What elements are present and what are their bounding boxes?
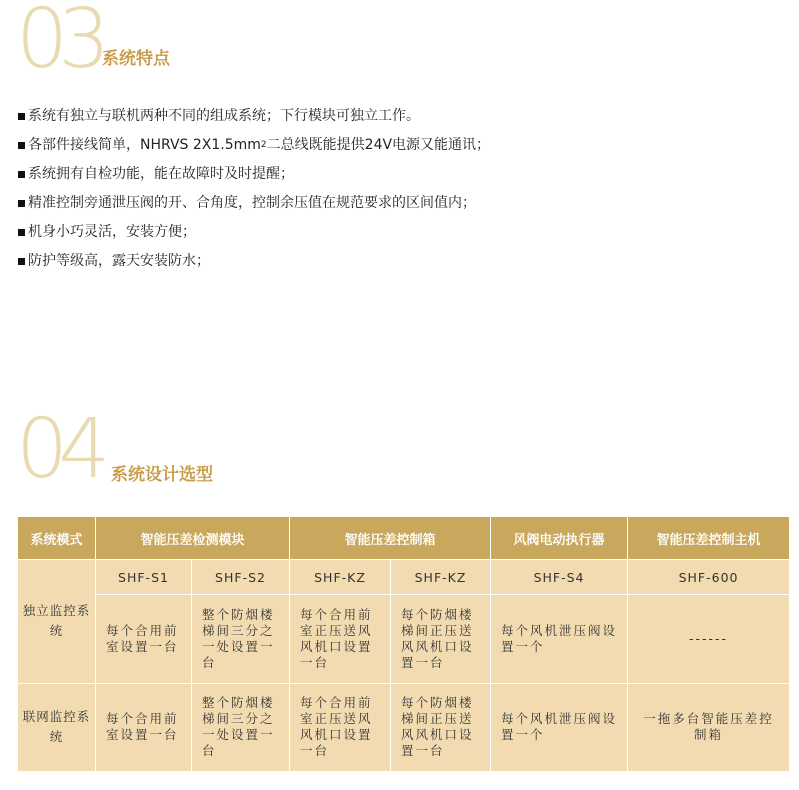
table-cell: 整个防烟楼梯间三分之一处设置一台: [192, 595, 290, 684]
table-cell: ------: [628, 595, 790, 684]
header-mode: 系统模式: [18, 517, 96, 560]
section-03-number: 03: [16, 0, 101, 87]
header-detect-module: 智能压差检测模块: [96, 517, 290, 560]
section-03-title: 系统特点: [102, 49, 170, 69]
table-cell: 每个防烟楼梯间正压送风风机口设置一台: [391, 595, 491, 684]
table-cell: 每个风机泄压阀设置一个: [491, 595, 628, 684]
bullet-icon: [18, 113, 25, 120]
section-04-number: 04: [16, 402, 101, 497]
mode-cell: 联网监控系统: [18, 683, 96, 772]
feature-item: 防护等级高，露天安装防水；: [18, 247, 490, 276]
model-cell: SHF-S2: [192, 560, 290, 595]
table-cell: 每个合用前室设置一台: [96, 595, 192, 684]
table-cell: 每个风机泄压阀设置一个: [491, 683, 628, 772]
table-cell: 每个合用前室设置一台: [96, 683, 192, 772]
bullet-icon: [18, 142, 25, 149]
mode-cell: 独立监控系统: [18, 560, 96, 684]
feature-item: 各部件接线简单，NHRVS 2X1.5mm 2 二总线既能提供24V电源又能通讯；: [18, 131, 490, 160]
bullet-icon: [18, 200, 25, 207]
table-cell: 每个合用前室正压送风风机口设置一台: [290, 595, 391, 684]
bullet-icon: [18, 171, 25, 178]
table-cell: 每个防烟楼梯间正压送风风机口设置一台: [391, 683, 491, 772]
table-row: [18, 595, 790, 684]
table-cell: 每个合用前室正压送风风机口设置一台: [290, 683, 391, 772]
model-cell: SHF-KZ: [391, 560, 491, 595]
header-host: 智能压差控制主机: [628, 517, 790, 560]
feature-item: 系统有独立与联机两种不同的组成系统；下行模块可独立工作。: [18, 102, 490, 131]
model-cell: SHF-S1: [96, 560, 192, 595]
feature-item: 系统拥有自检功能，能在故障时及时提醒；: [18, 160, 490, 189]
header-actuator: 风阀电动执行器: [491, 517, 628, 560]
model-cell: SHF-KZ: [290, 560, 391, 595]
model-cell: SHF-600: [628, 560, 790, 595]
model-cell: SHF-S4: [491, 560, 628, 595]
header-control-box: 智能压差控制箱: [290, 517, 491, 560]
bullet-icon: [18, 258, 25, 265]
section-04-title: 系统设计选型: [111, 465, 213, 485]
feature-item: 精准控制旁通泄压阀的开、合角度，控制余压值在规范要求的区间值内；: [18, 189, 490, 218]
table-header-row: [18, 517, 790, 560]
table-cell: 一拖多台智能压差控制箱: [628, 683, 790, 772]
feature-item: 机身小巧灵活，安装方便；: [18, 218, 490, 247]
selection-table: [17, 516, 790, 772]
bullet-icon: [18, 229, 25, 236]
feature-list: [18, 102, 490, 276]
table-cell: 整个防烟楼梯间三分之一处设置一台: [192, 683, 290, 772]
table-row: [18, 560, 790, 595]
table-row: [18, 683, 790, 772]
